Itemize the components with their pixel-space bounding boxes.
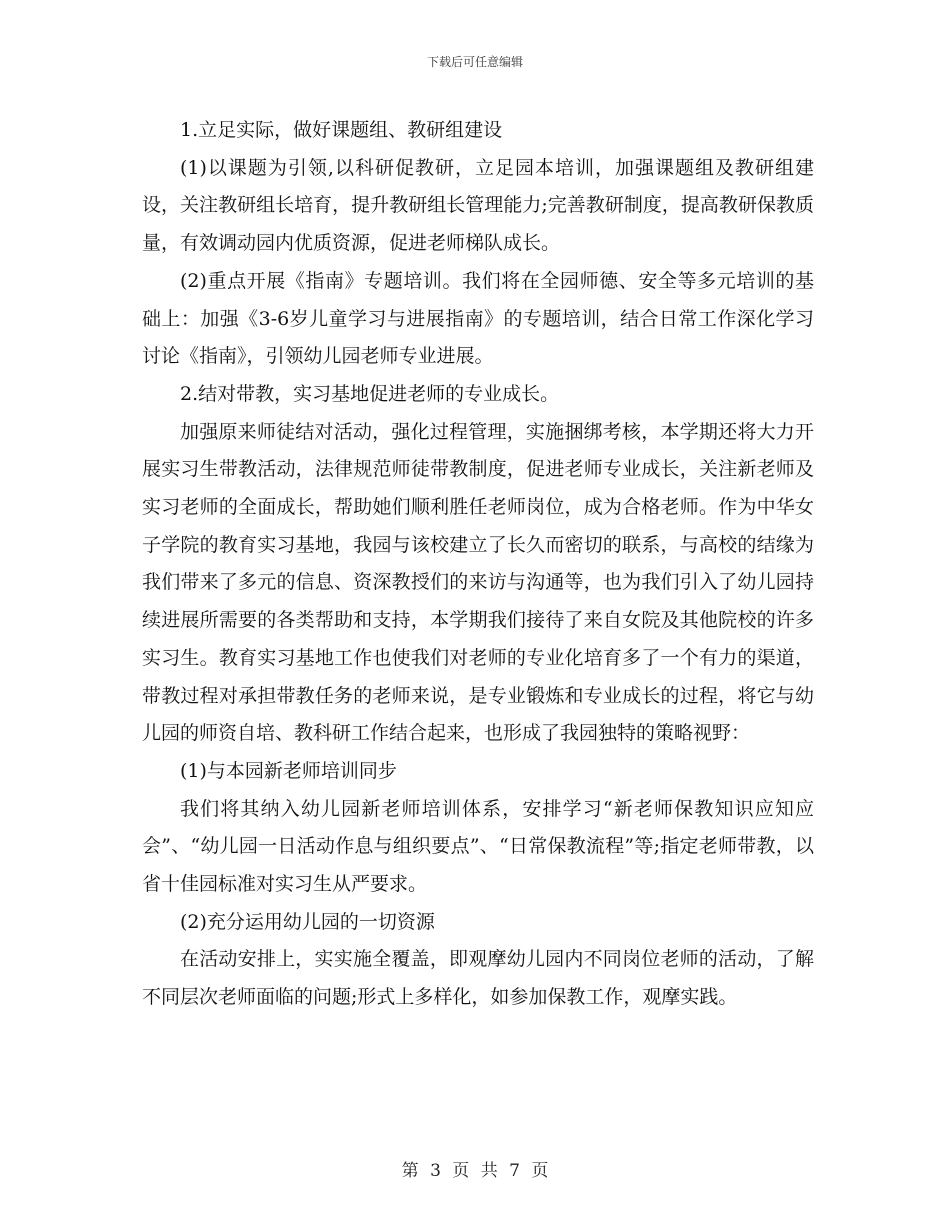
page-footer-number: 第 3 页 共 7 页 [401,1161,549,1181]
paragraph-1-1: (1)以课题为引领,以科研促教研，立足园本培训，加强课题组及教研组建设，关注教研组长培育，提升教研组长管理能力;完善教研制度，提高教研保教质量，有效调动园内优质资源，促进老师梯队成长。 [142,156,814,255]
paragraph-2-intro: 加强原来师徒结对活动，强化过程管理，实施捆绑考核，本学期还将大力开展实习生带教活动，法律规范师徒带教制度，促进老师专业成长，关注新老师及实习老师的全面成长，帮助她们顺利胜任老师岗位，成为合格老师。作为中华女子学院的教育实习基地，我园与该校建立了长久而密切的联系，与高校的结缘为我们带来了多元的信息、资深教授们的来访与沟通等，也为我们引入了幼儿园持续进展所需要的各类帮助和支持，本学期我们接待了来自女院及其他院校的许多实习生。教育实习基地工作也使我们对老师的专业化培育多了一个有力的渠道，带教过程对承担带教任务的老师来说，是专业锻炼和专业成长的过程，将它与幼儿园的师资自培、教科研工作结合起来，也形成了我园独特的策略视野： [142,420,814,745]
document-body [142,112,814,1017]
paragraph-1-2: (2)重点开展《指南》专题培训。我们将在全园师德、安全等多元培训的基础上：加强《3-6岁儿童学习与进展指南》的专题培训，结合日常工作深化学习讨论《指南》，引领幼儿园老师专业进展。 [142,269,814,368]
section-heading-1: 1.立足实际，做好课题组、教研组建设 [180,119,503,141]
paragraph-2-2: 在活动安排上，实实施全覆盖，即观摩幼儿园内不同岗位老师的活动，了解不同层次老师面临的问题;形式上多样化，如参加保教工作，观摩实践。 [142,948,814,1009]
section-heading-2: 2.结对带教，实习基地促进老师的专业成长。 [180,382,560,405]
page-header-note: 下载后可任意编辑 [426,55,523,69]
subheading-2-1: (1)与本园新老师培训同步 [180,759,397,782]
paragraph-2-1: 我们将其纳入幼儿园新老师培训体系，安排学习“新老师保教知识应知应会”、“幼儿园一日活动作息与组织要点”、“日常保教流程”等;指定老师带教，以省十佳园标准对实习生从严要求。 [142,797,814,896]
subheading-2-2: (2)充分运用幼儿园的一切资源 [180,910,435,933]
